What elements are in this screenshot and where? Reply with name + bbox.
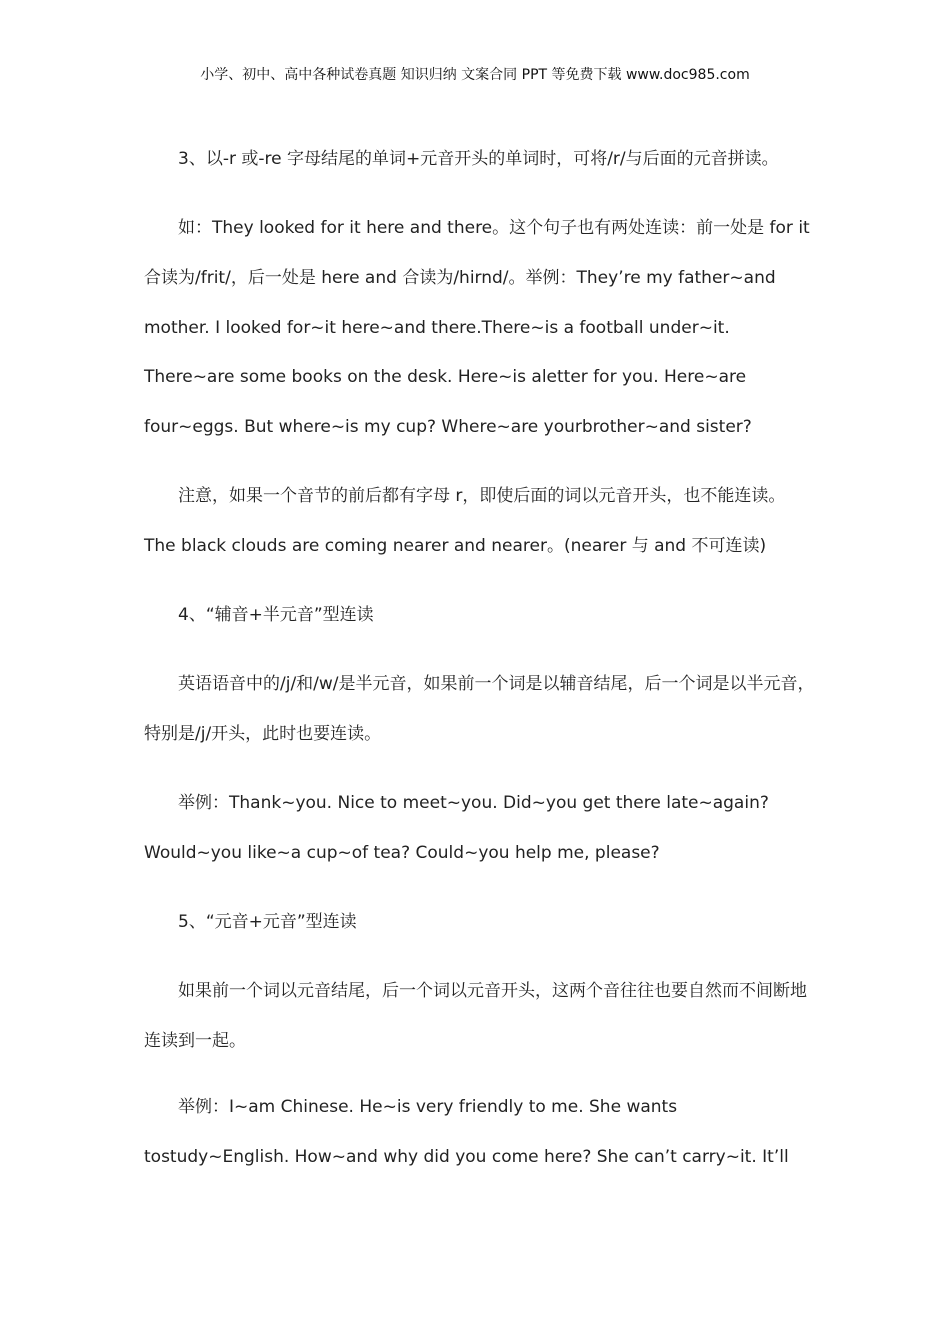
rule-3-heading: 3、以-r 或-re 字母结尾的单词+元音开头的单词时，可将/r/与后面的元音拼读。 (178, 149, 779, 169)
paragraph-line: There~are some books on the desk. Here~is aletter for you. Here~are (144, 367, 747, 387)
example-line: tostudy~English. How~and why did you come here? She can’t carry~it. It’ll (144, 1147, 789, 1167)
note-line: 注意，如果一个音节的前后都有字母 r，即使后面的词以元音开头，也不能连读。 (178, 486, 786, 506)
paragraph-line: 英语语音中的/j/和/w/是半元音，如果前一个词是以辅音结尾，后一个词是以半元音， (178, 674, 815, 694)
note-line: The black clouds are coming nearer and nearer。(nearer 与 and 不可连读) (144, 536, 767, 556)
example-line: 举例：I~am Chinese. He~is very friendly to me. She wants (178, 1097, 678, 1117)
page-header: 小学、初中、高中各种试卷真题 知识归纳 文案合同 PPT 等免费下载 www.doc985.com (200, 67, 750, 83)
paragraph-line: mother. I looked for~it here~and there.There~is a football under~it. (144, 318, 730, 338)
paragraph-line: 特别是/j/开头，此时也要连读。 (144, 724, 382, 744)
example-line: Would~you like~a cup~of tea? Could~you help me, please? (144, 843, 660, 863)
paragraph-line: four~eggs. But where~is my cup? Where~are yourbrother~and sister? (144, 417, 752, 437)
paragraph-line: 如：They looked for it here and there。这个句子也有两处连读：前一处是 for it (178, 218, 810, 238)
example-line: 举例：Thank~you. Nice to meet~you. Did~you get there late~again? (178, 793, 769, 813)
paragraph-line: 连读到一起。 (144, 1031, 246, 1051)
rule-5-heading: 5、“元音+元音”型连读 (178, 912, 357, 932)
paragraph-line: 如果前一个词以元音结尾，后一个词以元音开头，这两个音往往也要自然而不间断地 (178, 981, 807, 1001)
rule-4-heading: 4、“辅音+半元音”型连读 (178, 605, 374, 625)
paragraph-line: 合读为/frit/，后一处是 here and 合读为/hirnd/。举例：They’re my father~and (144, 268, 776, 288)
